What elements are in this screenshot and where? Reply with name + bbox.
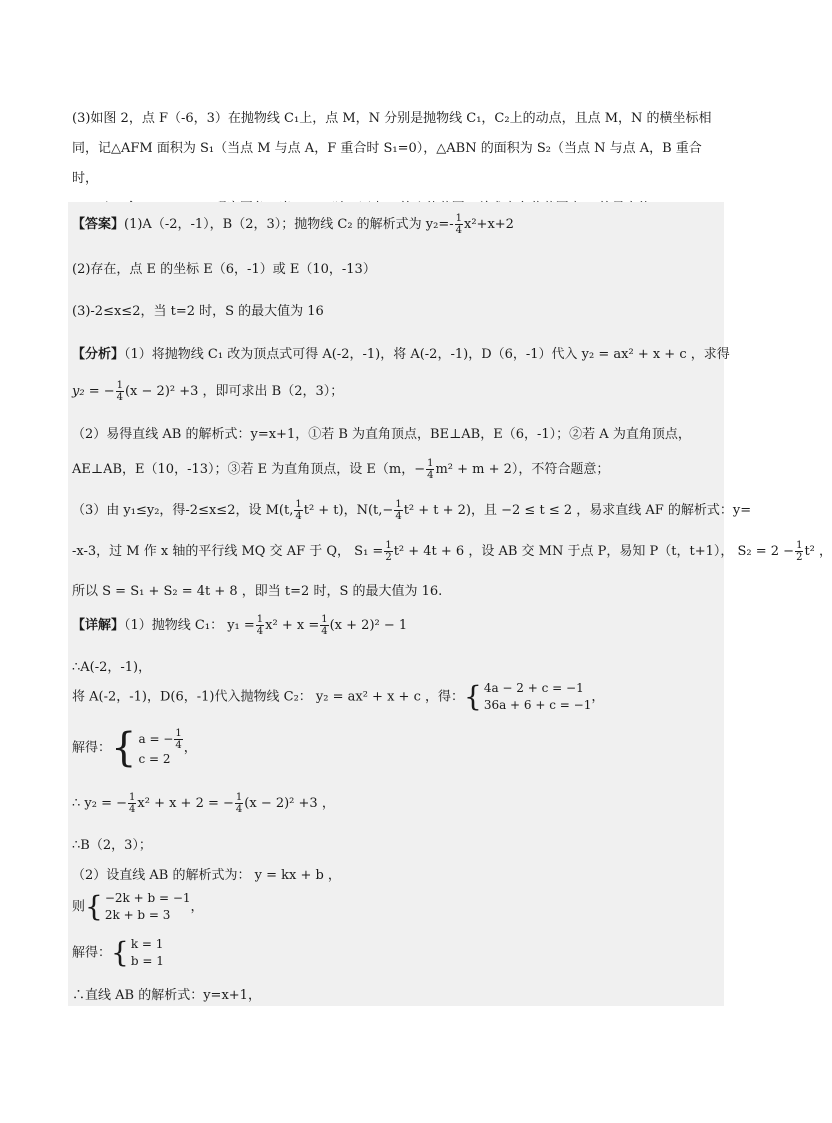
analysis-line-6: -x-3，过 M 作 x 轴的平行线 MQ 交 AF 于 Q， S₁ = $\frac{1}{2}$ t² + 4t + 6 ，设 AB 交 MN 于点 P，易知 P（t，t+1）， S₂ = 2 − $\frac{1}{2}$ t² ，	[72, 540, 832, 563]
detail-line-6: ∴B（2，3）；	[72, 838, 152, 853]
detail-line-7: （2）设直线 AB 的解析式为： y = kx + b ，	[72, 868, 341, 883]
analysis-line-1: 【分析】（1）将抛物线 C₁ 改为顶点式可得 A(-2，-1)，将 A(-2，-1)，D（6，-1）代入 y₂ = ax² + x + c ，求得	[72, 347, 730, 362]
fraction: $\frac{1}{4}$	[116, 380, 123, 403]
answer-tag: 【答案】	[72, 217, 125, 232]
equation-system: { k = 1 b = 1	[111, 936, 164, 969]
fraction: $\frac{1}{4}$	[256, 614, 264, 637]
fraction: $\frac{1}{4}$	[129, 792, 136, 815]
detail-line-4: 解得： { a = − $\frac{1}{4}$ c = 2 ，	[72, 725, 197, 771]
fraction: $\frac{1}{4}$	[395, 499, 402, 522]
answer-line-3: (3)-2≤x≤2，当 t=2 时，S 的最大值为 16	[72, 304, 324, 319]
detail-line-10: ∴直线 AB 的解析式：y=x+1，	[72, 988, 261, 1003]
detail-line-9: 解得： { k = 1 b = 1	[72, 936, 164, 969]
detail-tag: 【详解】	[72, 618, 125, 633]
detail-line-2: ∴A(-2，-1)，	[72, 660, 152, 675]
solution-shaded-box	[68, 202, 724, 1006]
problem-line-1: (3)如图 2，点 F（-6，3）在抛物线 C₁上，点 M，N 分别是抛物线 C₁，C₂上的动点，且点 M，N 的横坐标相	[72, 111, 712, 126]
fraction: $\frac{1}{4}$	[427, 458, 434, 481]
fraction: $\frac{1}{4}$	[455, 213, 463, 236]
analysis-line-2: y₂ = − $\frac{1}{4}$ (x − 2)² +3 ，即可求出 B（2，3）；	[72, 380, 344, 403]
problem-line-2: 同，记△AFM 面积为 S₁（当点 M 与点 A，F 重合时 S₁=0），△ABN 的面积为 S₂（当点 N 与点 A，B 重合时，	[72, 141, 702, 186]
analysis-line-7: 所以 S = S₁ + S₂ = 4t + 8 ，即当 t=2 时，S 的最大值为 16.	[72, 584, 443, 599]
fraction: $\frac{1}{4}$	[235, 792, 243, 815]
analysis-tag: 【分析】	[72, 347, 125, 362]
analysis-line-4: AE⊥AB，E（10，-13）；③若 E 为直角顶点，设 E（m，− $\frac{1}{4}$ m² + m + 2），不符合题意；	[72, 458, 610, 481]
equation-system: { a = − $\frac{1}{4}$ c = 2	[111, 725, 182, 771]
fraction: $\frac{1}{2}$	[796, 540, 803, 563]
detail-line-5: ∴ y₂ = − $\frac{1}{4}$ x² + x + 2 = − $\frac{1}{4}$ (x − 2)² +3 ，	[72, 792, 335, 815]
detail-line-3: 将 A(-2，-1)，D(6，-1)代入抛物线 C₂： y₂ = ax² + x + c ，得： { 4a − 2 + c = −1 36a + 6 + c = −1 ，	[72, 680, 605, 713]
detail-line-8: 则 { −2k + b = −1 2k + b = 3 ，	[72, 890, 204, 923]
fraction: $\frac{1}{4}$	[321, 614, 328, 637]
answer-line-2: (2)存在，点 E 的坐标 E（6，-1）或 E（10，-13）	[72, 262, 376, 277]
analysis-line-3: （2）易得直线 AB 的解析式：y=x+1，①若 B 为直角顶点，BE⊥AB，E（6，-1）；②若 A 为直角顶点，	[72, 427, 691, 442]
analysis-line-5: （3）由 y₁≤y₂，得-2≤x≤2，设 M(t, $\frac{1}{4}$ t² + t)，N(t,− $\frac{1}{4}$ t² + t + 2)，且 −2 ≤ t ≤ 2 ，易求直线 AF 的解析式：y=	[72, 499, 752, 522]
answer-line-1: 【答案】(1)A（-2，-1），B（2，3）；抛物线 C₂ 的解析式为 y₂=- $\frac{1}{4}$ x²+x+2	[72, 213, 514, 236]
fraction: $\frac{1}{4}$	[295, 499, 302, 522]
fraction: $\frac{1}{4}$	[175, 728, 182, 751]
equation-system: { 4a − 2 + c = −1 36a + 6 + c = −1	[463, 680, 592, 713]
fraction: $\frac{1}{2}$	[385, 540, 392, 563]
detail-line-1: 【详解】（1）抛物线 C₁： y₁ = $\frac{1}{4}$ x² + x = $\frac{1}{4}$ (x + 2)² − 1	[72, 614, 408, 637]
equation-system: { −2k + b = −1 2k + b = 3	[85, 890, 191, 923]
